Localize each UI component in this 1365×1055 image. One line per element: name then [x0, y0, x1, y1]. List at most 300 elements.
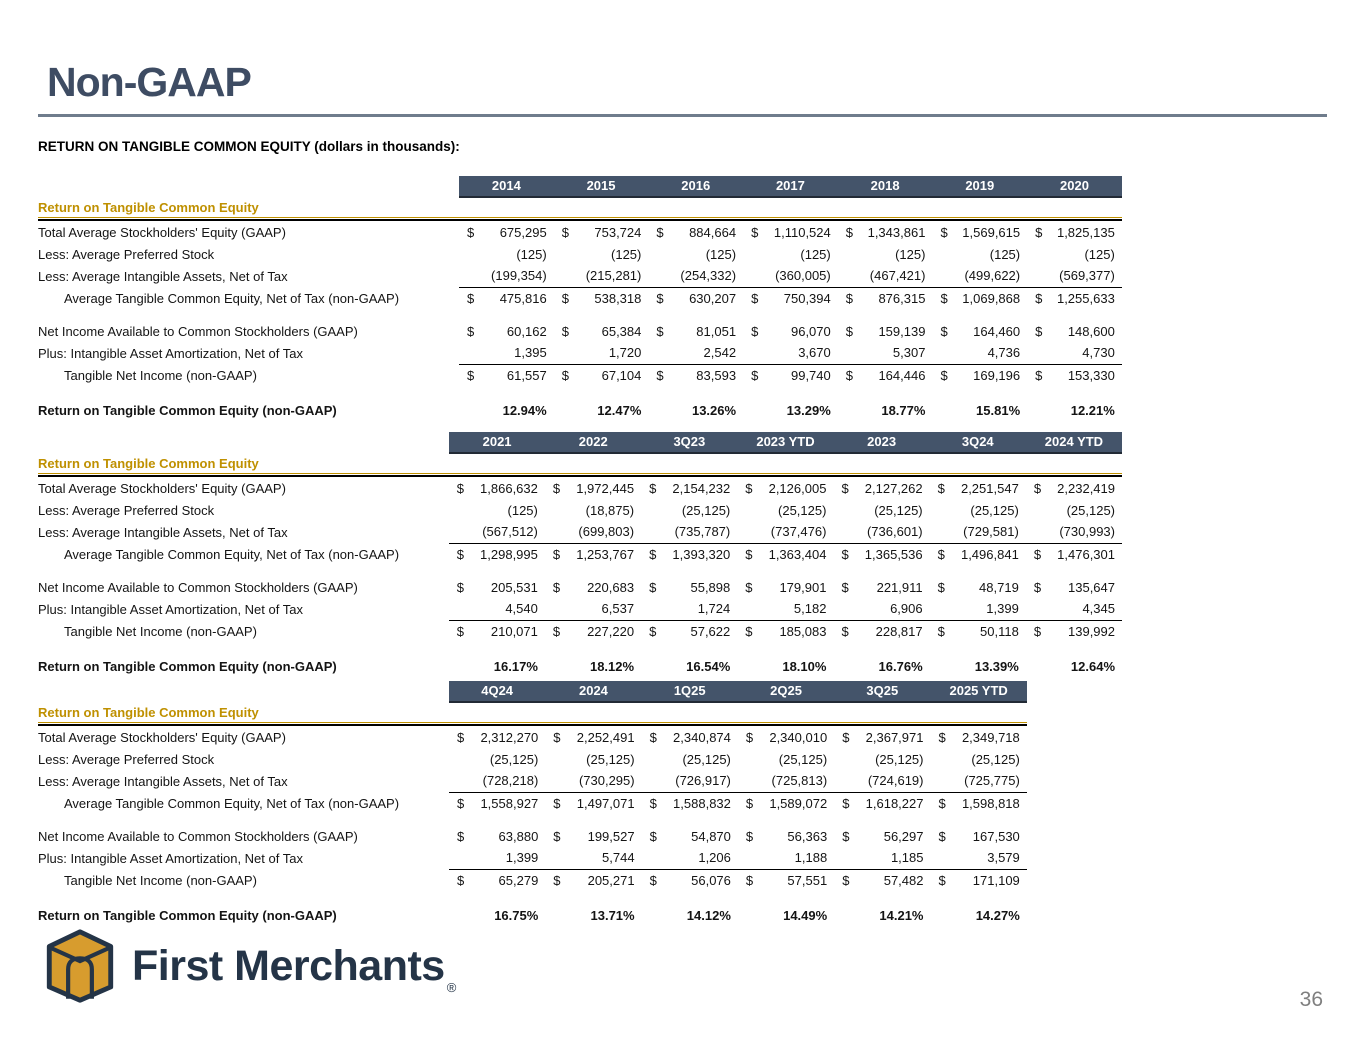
- value-cell: [648, 345, 743, 360]
- value-cell: [743, 345, 838, 360]
- dollar-sign: $: [940, 323, 948, 339]
- table-row: [38, 726, 1027, 748]
- value-cell: [930, 796, 1026, 811]
- dollar-sign: $: [561, 323, 569, 339]
- row-label: Average Tangible Common Equity, Net of Tax (non-GAAP): [64, 795, 400, 811]
- cell-value: (25,125): [874, 502, 923, 518]
- cell-value: (25,125): [681, 502, 731, 518]
- value-cell: [642, 773, 738, 788]
- value-cell: [545, 580, 641, 595]
- row-values: [449, 726, 1027, 748]
- cell-value: (125): [895, 246, 926, 262]
- cell-value: (25,125): [970, 502, 1019, 518]
- table-row: [38, 655, 1122, 677]
- row-label: Average Tangible Common Equity, Net of Tax (non-GAAP): [64, 546, 400, 562]
- cell-value: 630,207: [689, 290, 737, 306]
- value-cell: [930, 481, 1026, 496]
- dollar-sign: $: [940, 290, 948, 306]
- column-header: 2025 YTD: [949, 683, 1008, 698]
- dollar-sign: $: [456, 579, 464, 595]
- row-values: [449, 620, 1122, 642]
- column-header: 2Q25: [770, 683, 802, 698]
- row-label: Net Income Available to Common Stockholders (GAAP): [38, 828, 358, 844]
- row-values: [449, 825, 1027, 847]
- cell-value: (18,875): [585, 502, 635, 518]
- column-header: 2015: [586, 178, 616, 193]
- value-cell: [743, 291, 838, 306]
- value-cell: [738, 796, 834, 811]
- row-values: [459, 243, 1122, 265]
- value-cell: [743, 403, 838, 418]
- cell-value: 210,071: [490, 623, 538, 639]
- value-cell: [1026, 481, 1122, 496]
- dollar-sign: $: [938, 795, 946, 811]
- cell-value: 56,076: [691, 872, 731, 888]
- cell-value: (25,125): [778, 502, 827, 518]
- cell-value: (728,218): [482, 773, 539, 788]
- cell-value: 1,399: [505, 850, 539, 865]
- cell-value: 99,740: [790, 367, 831, 383]
- dollar-sign: $: [656, 323, 664, 339]
- cell-value: 164,446: [878, 367, 926, 383]
- dollar-sign: $: [940, 367, 948, 383]
- cell-value: 6,906: [890, 601, 923, 616]
- dollar-sign: $: [649, 729, 657, 745]
- value-cell: [554, 225, 649, 240]
- value-cell: [641, 503, 737, 518]
- dollar-sign: $: [553, 872, 561, 888]
- value-cell: [930, 850, 1026, 865]
- cell-value: (125): [989, 246, 1021, 262]
- value-cell: [1026, 624, 1122, 639]
- value-cell: [738, 730, 834, 745]
- dollar-sign: $: [745, 872, 754, 888]
- row-values: [449, 477, 1122, 499]
- value-cell: [833, 524, 929, 539]
- cell-value: 2,252,491: [576, 729, 635, 745]
- value-cell: [545, 773, 641, 788]
- cell-value: (467,421): [869, 268, 926, 283]
- value-cell: [459, 403, 554, 418]
- cell-value: (360,005): [775, 268, 831, 283]
- row-label: Tangible Net Income (non-GAAP): [64, 872, 257, 888]
- value-cell: [642, 908, 738, 923]
- dollar-sign: $: [938, 828, 946, 844]
- row-values: [449, 869, 1027, 891]
- value-cell: [932, 403, 1027, 418]
- value-cell: [932, 345, 1027, 360]
- row-values: [459, 265, 1122, 288]
- cell-value: (25,125): [489, 751, 539, 767]
- first-merchants-logo: [45, 929, 454, 1003]
- value-cell: [1027, 345, 1122, 360]
- dollar-sign: $: [457, 828, 465, 844]
- row-label: Net Income Available to Common Stockholders (GAAP): [38, 323, 358, 339]
- cell-value: (25,125): [778, 751, 828, 767]
- cell-value: 18.10%: [782, 658, 827, 674]
- dollar-sign: $: [1033, 480, 1042, 496]
- table-row: [38, 748, 1027, 770]
- value-cell: [459, 247, 554, 262]
- cell-value: 2,127,262: [864, 480, 923, 496]
- dollar-sign: $: [656, 224, 664, 240]
- cell-value: (254,332): [680, 268, 737, 283]
- dollar-sign: $: [842, 872, 850, 888]
- cell-value: (725,775): [964, 773, 1020, 788]
- cell-value: 61,557: [506, 367, 547, 383]
- cell-value: 1,497,071: [576, 795, 635, 811]
- cell-value: (499,622): [964, 268, 1021, 283]
- cell-value: 12.64%: [1070, 658, 1115, 674]
- value-cell: [834, 773, 930, 788]
- column-header: 2023 YTD: [756, 434, 815, 449]
- value-cell: [737, 601, 833, 616]
- cell-value: 67,104: [601, 367, 642, 383]
- cell-value: 135,647: [1068, 579, 1115, 595]
- year-header-bar: [449, 681, 1027, 703]
- row-label: Tangible Net Income (non-GAAP): [64, 367, 257, 383]
- value-cell: [648, 403, 743, 418]
- row-values: [459, 399, 1122, 421]
- value-cell: [838, 403, 933, 418]
- cell-value: 5,307: [892, 345, 926, 360]
- column-header: 1Q25: [673, 683, 706, 698]
- cell-value: 1,598,818: [961, 795, 1020, 811]
- value-cell: [834, 752, 930, 767]
- dollar-sign: $: [456, 623, 464, 639]
- section-label: Return on Tangible Common Equity: [38, 703, 1027, 723]
- value-cell: [449, 730, 545, 745]
- row-label: Less: Average Preferred Stock: [38, 751, 215, 767]
- cell-value: 16.54%: [686, 658, 731, 674]
- value-cell: [834, 850, 930, 865]
- cell-value: 1,363,404: [768, 546, 827, 562]
- cell-value: 2,349,718: [961, 729, 1020, 745]
- value-cell: [1026, 580, 1122, 595]
- value-cell: [738, 908, 834, 923]
- table-row: [38, 576, 1122, 598]
- table-row: [38, 221, 1122, 243]
- cell-value: 884,664: [689, 224, 737, 240]
- value-cell: [642, 796, 738, 811]
- cell-value: 65,279: [498, 872, 539, 888]
- value-cell: [449, 503, 545, 518]
- cell-value: 4,730: [1082, 345, 1115, 360]
- dollar-sign: $: [561, 224, 569, 240]
- cell-value: 1,185: [890, 850, 924, 865]
- value-cell: [930, 829, 1026, 844]
- dollar-sign: $: [457, 795, 465, 811]
- value-cell: [737, 580, 833, 595]
- cell-value: (729,581): [963, 524, 1019, 539]
- value-cell: [930, 503, 1026, 518]
- row-label: Plus: Intangible Asset Amortization, Net of Tax: [38, 601, 303, 617]
- column-header: 3Q23: [673, 434, 706, 449]
- value-cell: [834, 796, 930, 811]
- value-cell: [648, 247, 743, 262]
- cell-value: (215,281): [585, 268, 642, 283]
- value-cell: [554, 368, 649, 383]
- value-cell: [1026, 547, 1122, 562]
- cell-value: 65,384: [601, 323, 642, 339]
- row-values: [449, 847, 1027, 870]
- cell-value: (25,125): [875, 751, 924, 767]
- value-cell: [737, 524, 833, 539]
- dollar-sign: $: [841, 480, 849, 496]
- cell-value: 12.21%: [1070, 402, 1115, 418]
- cell-value: 1,558,927: [480, 795, 539, 811]
- dollar-sign: $: [845, 367, 853, 383]
- cell-value: 14.49%: [783, 907, 828, 923]
- value-cell: [743, 268, 838, 283]
- column-header: 2014: [491, 178, 521, 193]
- cell-value: 14.21%: [879, 907, 924, 923]
- row-label: Average Tangible Common Equity, Net of Tax (non-GAAP): [64, 290, 400, 306]
- row-label: Plus: Intangible Asset Amortization, Net of Tax: [38, 850, 303, 866]
- table-row: [38, 364, 1122, 386]
- row-values: [459, 342, 1122, 365]
- row-values: [449, 792, 1027, 814]
- row-label: Total Average Stockholders' Equity (GAAP): [38, 224, 286, 240]
- value-cell: [930, 730, 1026, 745]
- value-cell: [642, 873, 738, 888]
- value-cell: [1026, 503, 1122, 518]
- value-cell: [449, 908, 545, 923]
- cell-value: 1,972,445: [576, 480, 635, 496]
- value-cell: [648, 225, 743, 240]
- value-cell: [930, 752, 1026, 767]
- value-cell: [838, 225, 933, 240]
- dollar-sign: $: [552, 480, 561, 496]
- cell-value: (725,813): [771, 773, 828, 788]
- value-cell: [930, 624, 1026, 639]
- row-label: Total Average Stockholders' Equity (GAAP): [38, 480, 286, 496]
- value-cell: [449, 659, 545, 674]
- cell-value: 2,312,270: [480, 729, 539, 745]
- row-label: Less: Average Intangible Assets, Net of Tax: [38, 524, 288, 540]
- value-cell: [834, 829, 930, 844]
- table-row: [38, 904, 1027, 926]
- page-title: Non-GAAP: [47, 59, 251, 105]
- value-cell: [932, 324, 1027, 339]
- cell-value: 167,530: [972, 828, 1020, 844]
- dollar-sign: $: [841, 546, 849, 562]
- table-row: [38, 521, 1122, 543]
- cell-value: (125): [800, 246, 831, 262]
- cell-value: 48,719: [979, 579, 1019, 595]
- value-cell: [545, 850, 641, 865]
- cell-value: 16.17%: [493, 658, 538, 674]
- cell-value: 205,531: [490, 579, 538, 595]
- cell-value: (730,993): [1059, 524, 1115, 539]
- cell-value: (567,512): [482, 524, 538, 539]
- cell-value: 164,460: [973, 323, 1021, 339]
- value-cell: [1026, 659, 1122, 674]
- dollar-sign: $: [745, 623, 753, 639]
- dollar-sign: $: [552, 623, 561, 639]
- value-cell: [838, 368, 933, 383]
- row-spacer: [38, 309, 1122, 320]
- value-cell: [459, 268, 554, 283]
- cell-value: (736,601): [866, 524, 923, 539]
- value-cell: [545, 503, 641, 518]
- row-values: [459, 221, 1122, 243]
- dollar-sign: $: [457, 872, 465, 888]
- value-cell: [743, 247, 838, 262]
- cell-value: 14.27%: [975, 907, 1020, 923]
- value-cell: [545, 908, 641, 923]
- cell-value: 159,139: [878, 323, 926, 339]
- value-cell: [930, 524, 1026, 539]
- column-header: 2024 YTD: [1044, 434, 1104, 449]
- cell-value: 205,271: [587, 872, 635, 888]
- dollar-sign: $: [467, 323, 475, 339]
- cell-value: 1,476,301: [1057, 546, 1115, 562]
- value-cell: [1027, 225, 1122, 240]
- value-cell: [738, 829, 834, 844]
- dollar-sign: $: [842, 828, 850, 844]
- table-row: [38, 499, 1122, 521]
- cell-value: 1,588,832: [673, 795, 731, 811]
- value-cell: [930, 908, 1026, 923]
- cell-value: 220,683: [587, 579, 635, 595]
- cell-value: (125): [516, 246, 547, 262]
- row-label: Less: Average Intangible Assets, Net of Tax: [38, 268, 288, 284]
- cell-value: 12.47%: [597, 402, 642, 418]
- value-cell: [1027, 268, 1122, 283]
- row-label: Return on Tangible Common Equity (non-GAAP): [38, 658, 337, 674]
- cell-value: 228,817: [875, 623, 923, 639]
- cell-value: 1,255,633: [1056, 290, 1115, 306]
- cell-value: 1,253,767: [576, 546, 635, 562]
- cell-value: 1,343,861: [867, 224, 926, 240]
- cell-value: 185,083: [779, 623, 827, 639]
- cell-value: 153,330: [1067, 367, 1115, 383]
- cell-value: (726,917): [675, 773, 731, 788]
- value-cell: [834, 908, 930, 923]
- table-row: [38, 770, 1027, 792]
- value-cell: [642, 850, 738, 865]
- value-cell: [449, 481, 545, 496]
- value-cell: [833, 601, 929, 616]
- dollar-sign: $: [745, 546, 753, 562]
- cell-value: 50,118: [980, 623, 1019, 639]
- value-cell: [641, 601, 737, 616]
- cell-value: 56,363: [787, 828, 828, 844]
- value-cell: [449, 873, 545, 888]
- value-cell: [545, 829, 641, 844]
- value-cell: [459, 324, 554, 339]
- value-cell: [642, 829, 738, 844]
- cell-value: 139,992: [1068, 623, 1115, 639]
- value-cell: [545, 796, 641, 811]
- cell-value: 179,901: [779, 579, 827, 595]
- row-values: [449, 521, 1122, 544]
- value-cell: [641, 481, 737, 496]
- cell-value: 1,298,995: [480, 546, 538, 562]
- value-cell: [838, 268, 933, 283]
- value-cell: [930, 659, 1026, 674]
- cell-value: 4,540: [505, 601, 538, 616]
- cell-value: 5,182: [793, 601, 827, 616]
- dollar-sign: $: [552, 546, 561, 562]
- cell-value: (569,377): [1059, 268, 1115, 283]
- value-cell: [641, 624, 737, 639]
- table-row: [38, 265, 1122, 287]
- dollar-sign: $: [1035, 367, 1043, 383]
- gold-box-arch-icon: [45, 929, 115, 1003]
- cell-value: 169,196: [973, 367, 1021, 383]
- row-spacer: [38, 565, 1122, 576]
- column-header: 2021: [482, 434, 512, 449]
- value-cell: [833, 547, 929, 562]
- dollar-sign: $: [841, 579, 849, 595]
- cell-value: (25,125): [682, 751, 731, 767]
- value-cell: [930, 773, 1026, 788]
- cell-value: 1,618,227: [865, 795, 924, 811]
- row-label: Less: Average Intangible Assets, Net of Tax: [38, 773, 288, 789]
- dollar-sign: $: [1033, 579, 1042, 595]
- value-cell: [838, 291, 933, 306]
- value-cell: [648, 291, 743, 306]
- value-cell: [1026, 601, 1122, 616]
- value-cell: [932, 368, 1027, 383]
- table-row: [38, 342, 1122, 364]
- registered-mark: ®: [446, 979, 456, 995]
- cell-value: 4,345: [1082, 601, 1115, 616]
- value-cell: [449, 796, 545, 811]
- value-cell: [641, 659, 737, 674]
- row-values: [449, 499, 1122, 521]
- row-label: Less: Average Preferred Stock: [38, 502, 215, 518]
- row-label: Return on Tangible Common Equity (non-GAAP): [38, 402, 337, 418]
- value-cell: [554, 345, 649, 360]
- cell-value: 1,496,841: [960, 546, 1019, 562]
- dollar-sign: $: [745, 480, 753, 496]
- value-cell: [930, 547, 1026, 562]
- column-header: 2017: [775, 178, 805, 193]
- dollar-sign: $: [937, 480, 945, 496]
- value-cell: [545, 547, 641, 562]
- dollar-sign: $: [845, 323, 853, 339]
- cell-value: 475,816: [499, 290, 547, 306]
- value-cell: [648, 324, 743, 339]
- value-cell: [545, 481, 641, 496]
- cell-value: 148,600: [1067, 323, 1115, 339]
- value-cell: [545, 752, 641, 767]
- row-label: Return on Tangible Common Equity (non-GAAP): [38, 907, 337, 923]
- value-cell: [545, 624, 641, 639]
- cell-value: 1,589,072: [769, 795, 828, 811]
- value-cell: [554, 268, 649, 283]
- row-spacer: [38, 642, 1122, 655]
- row-values: [449, 770, 1027, 793]
- value-cell: [554, 291, 649, 306]
- cell-value: 675,295: [499, 224, 547, 240]
- dollar-sign: $: [561, 367, 569, 383]
- dollar-sign: $: [656, 367, 664, 383]
- row-spacer: [38, 814, 1027, 825]
- value-cell: [737, 659, 833, 674]
- cell-value: 16.76%: [878, 658, 923, 674]
- rotce-table-2021-2024ytd: [38, 432, 1122, 677]
- dollar-sign: $: [467, 367, 475, 383]
- column-header: 2022: [578, 434, 608, 449]
- logo-wordmark: First Merchants $_®$: [132, 941, 456, 995]
- cell-value: 83,593: [696, 367, 737, 383]
- cell-value: 1,365,536: [864, 546, 923, 562]
- column-header: 2024: [578, 683, 608, 698]
